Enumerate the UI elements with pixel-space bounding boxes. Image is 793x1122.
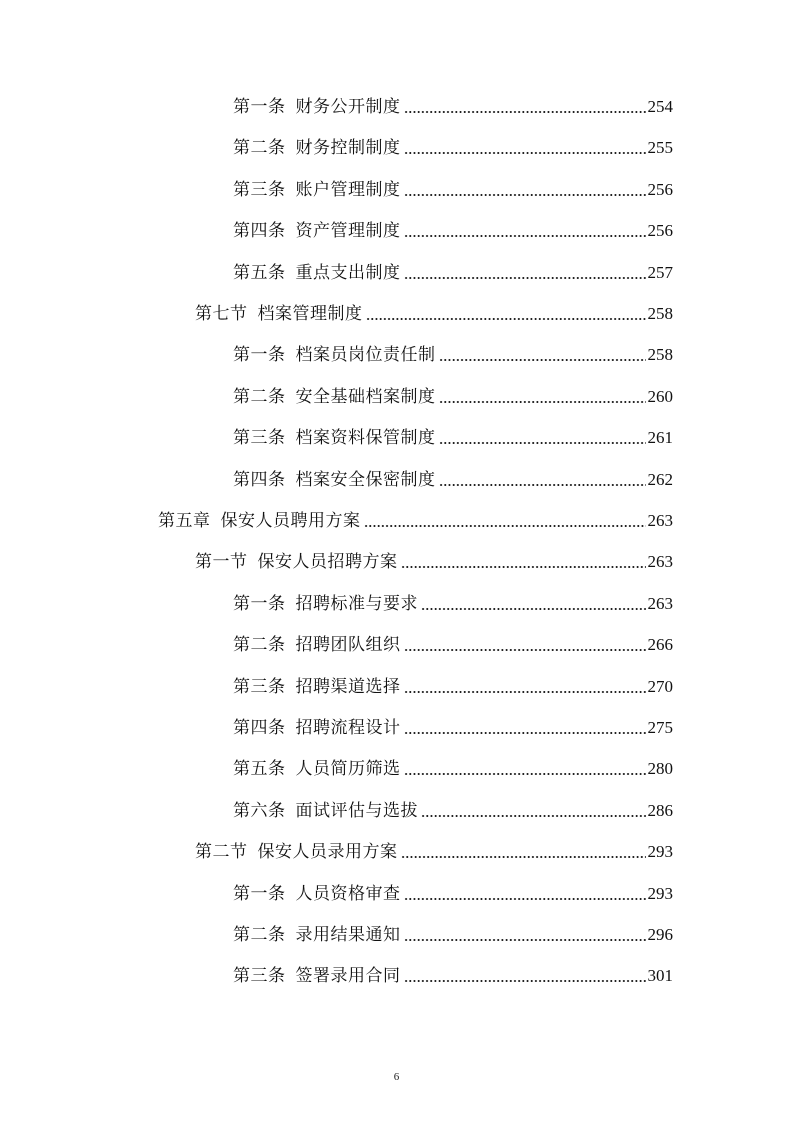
toc-entry-number: 第一条 [233, 97, 286, 117]
toc-entry-page: 286 [647, 800, 673, 820]
toc-entry-number: 第一条 [233, 345, 286, 366]
toc-entry-page: 261 [647, 428, 673, 448]
toc-entry-page: 255 [647, 138, 673, 158]
toc-entry-article[interactable] [233, 630, 673, 660]
toc-entry-section[interactable] [195, 547, 673, 577]
toc-entry-title: 签署录用合同 [295, 966, 401, 987]
toc-entry-page: 263 [647, 552, 673, 572]
toc-entry-number: 第三条 [233, 966, 286, 987]
toc-entry-title: 档案员岗位责任制 [295, 345, 436, 366]
toc-entry-title: 重点支出制度 [295, 262, 401, 283]
toc-entry-title: 人员资格审查 [295, 883, 401, 904]
toc-entry-article[interactable] [233, 133, 673, 163]
toc-entry-number: 第三条 [233, 179, 286, 200]
toc-entry-section[interactable] [195, 837, 673, 867]
toc-entry-page: 296 [647, 925, 673, 944]
dot-leader [404, 194, 646, 196]
toc-entry-page: 270 [647, 676, 673, 696]
toc-entry-number: 第五条 [233, 262, 286, 283]
toc-entry-number: 第四条 [233, 469, 286, 490]
dot-leader [404, 277, 646, 279]
toc-entry-article[interactable] [233, 589, 673, 619]
toc-entry-page: 257 [647, 262, 673, 282]
toc-entry-number: 第二条 [233, 925, 286, 945]
toc-entry-number: 第二条 [233, 635, 286, 656]
toc-entry-title: 招聘流程设计 [295, 718, 401, 738]
toc-entry-title: 保安人员录用方案 [257, 842, 398, 863]
toc-entry-number: 第三条 [233, 676, 286, 697]
toc-entry-number: 第二条 [233, 386, 286, 407]
toc-entry-page: 258 [647, 304, 673, 323]
toc-entry-page: 262 [647, 469, 673, 489]
dot-leader [404, 152, 646, 154]
dot-leader [404, 235, 646, 237]
toc-entry-title: 录用结果通知 [295, 925, 401, 945]
toc-entry-article[interactable] [233, 961, 673, 991]
dot-leader [404, 773, 646, 775]
toc-entry-title: 保安人员招聘方案 [257, 552, 398, 573]
toc-entry-page: 275 [647, 718, 673, 737]
toc-entry-page: 256 [647, 179, 673, 199]
toc-entry-page: 293 [647, 883, 673, 903]
toc-entry-number: 第七节 [195, 304, 248, 324]
toc-entry-title: 人员简历筛选 [295, 759, 401, 780]
dot-leader [401, 856, 646, 858]
toc-entry-article[interactable] [233, 340, 673, 370]
toc-entry-number: 第一条 [233, 593, 286, 614]
toc-entry-article[interactable] [233, 879, 673, 909]
toc-entry-article[interactable] [233, 754, 673, 784]
toc-entry-number: 第一条 [233, 883, 286, 904]
toc-entry-title: 招聘团队组织 [295, 635, 401, 656]
toc-entry-article[interactable] [233, 465, 673, 495]
toc-entry-article[interactable] [233, 796, 673, 826]
toc-entry-page: 263 [647, 511, 673, 530]
toc-entry-article[interactable] [233, 672, 673, 702]
toc-entry-number: 第五条 [233, 759, 286, 780]
toc-entry-title: 面试评估与选拔 [295, 800, 418, 821]
toc-entry-page: 258 [647, 345, 673, 365]
toc-entry-article[interactable] [233, 175, 673, 205]
dot-leader [439, 359, 646, 361]
dot-leader [404, 111, 646, 113]
toc-entry-title: 资产管理制度 [295, 221, 401, 242]
toc-entry-section[interactable] [195, 299, 673, 329]
toc-entry-title: 档案管理制度 [257, 304, 363, 324]
toc-entry-number: 第一节 [195, 552, 248, 573]
page-number: 6 [393, 1071, 400, 1083]
dot-leader [439, 442, 646, 444]
toc-entry-article[interactable] [233, 423, 673, 453]
toc-entry-number: 第三条 [233, 428, 286, 449]
dot-leader [364, 525, 646, 527]
toc-entry-title: 财务公开制度 [295, 97, 401, 117]
dot-leader [401, 566, 646, 568]
toc-entry-page: 263 [647, 593, 673, 613]
toc-entry-article[interactable] [233, 216, 673, 246]
toc-entry-title: 档案资料保管制度 [295, 428, 436, 449]
toc-entry-number: 第五章 [158, 511, 211, 531]
toc-entry-title: 招聘渠道选择 [295, 676, 401, 697]
toc-entry-number: 第四条 [233, 221, 286, 242]
toc-entry-article[interactable] [233, 92, 673, 122]
dot-leader [421, 608, 646, 610]
toc-entry-number: 第四条 [233, 718, 286, 738]
toc-entry-page: 260 [647, 386, 673, 406]
toc-entry-number: 第二节 [195, 842, 248, 863]
toc-entry-title: 财务控制制度 [295, 138, 401, 159]
toc-entry-title: 招聘标准与要求 [295, 593, 418, 614]
toc-entry-page: 293 [647, 842, 673, 862]
toc-entry-page: 254 [647, 97, 673, 116]
toc-entry-page: 301 [647, 966, 673, 986]
dot-leader [421, 815, 646, 817]
toc-entry-article[interactable] [233, 258, 673, 288]
toc-entry-article[interactable] [233, 713, 673, 743]
dot-leader [404, 649, 646, 651]
dot-leader [366, 318, 646, 320]
toc-entry-page: 266 [647, 635, 673, 655]
dot-leader [404, 898, 646, 900]
toc-entry-title: 账户管理制度 [295, 179, 401, 200]
dot-leader [404, 691, 646, 693]
dot-leader [404, 939, 646, 941]
toc-entry-title: 安全基础档案制度 [295, 386, 436, 407]
dot-leader [439, 484, 646, 486]
toc-entry-number: 第二条 [233, 138, 286, 159]
dot-leader [404, 980, 646, 982]
dot-leader [404, 732, 646, 734]
toc-entry-number: 第六条 [233, 800, 286, 821]
toc-entry-page: 280 [647, 759, 673, 779]
dot-leader [439, 401, 646, 403]
toc-entry-article[interactable] [233, 382, 673, 412]
toc-entry-article[interactable] [233, 920, 673, 950]
toc-entry-page: 256 [647, 221, 673, 241]
toc-entry-chapter[interactable] [158, 506, 673, 536]
toc-entry-title: 保安人员聘用方案 [220, 511, 361, 531]
toc-entry-title: 档案安全保密制度 [295, 469, 436, 490]
